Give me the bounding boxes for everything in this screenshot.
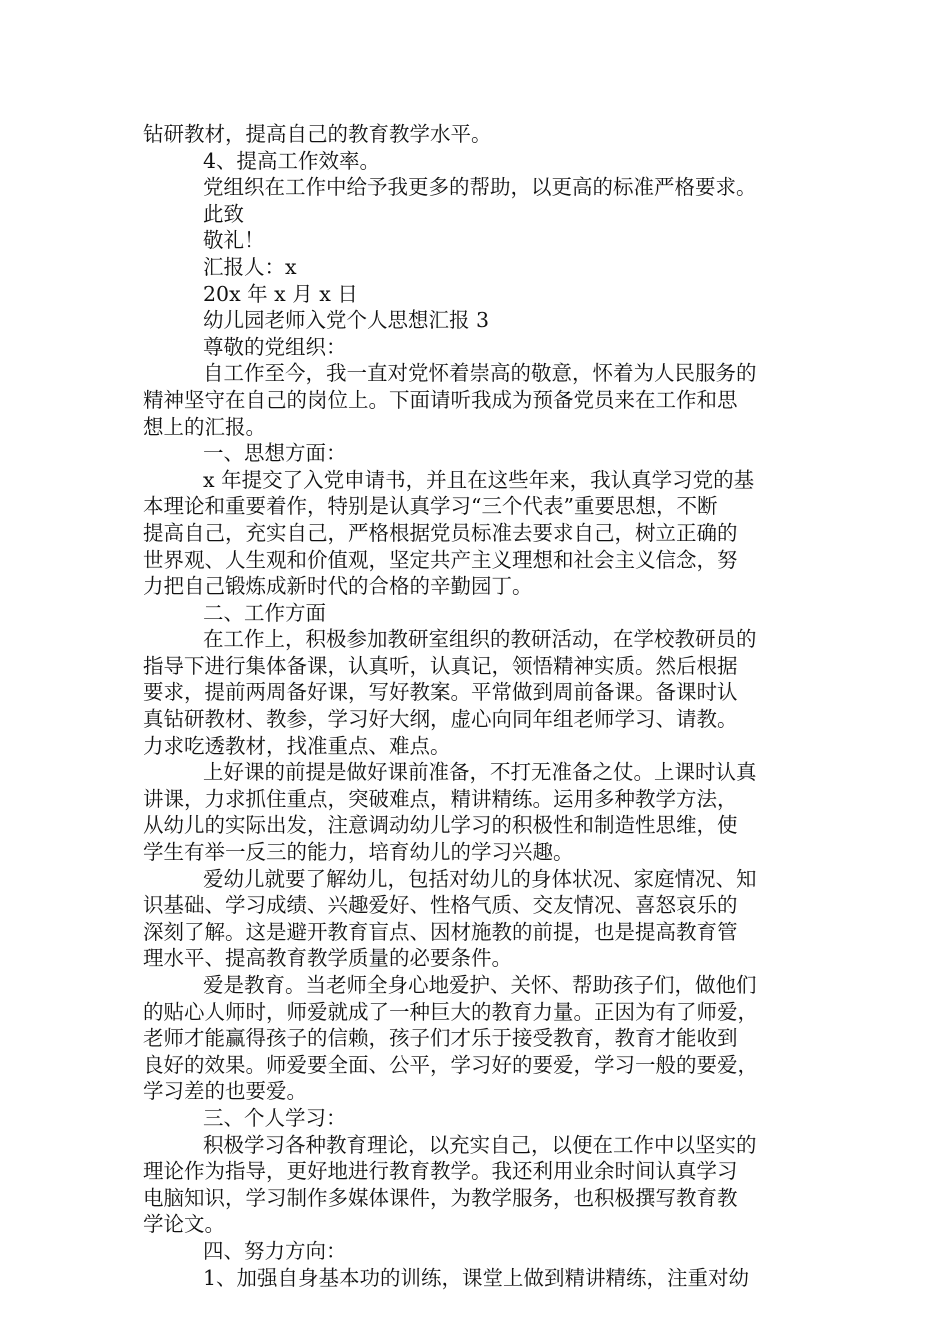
text-line: 想上的汇报。 bbox=[143, 414, 266, 439]
text-line: 识基础、学习成绩、兴趣爱好、性格气质、交友情况、喜怒哀乐的 bbox=[143, 893, 738, 918]
text-line: 力求吃透教材，找准重点、难点。 bbox=[143, 733, 451, 758]
text-line: x 年提交了入党申请书，并且在这些年来，我认真学习党的基 bbox=[203, 467, 755, 492]
text-line: 学论文。 bbox=[143, 1212, 225, 1237]
text-line: 一、思想方面： bbox=[203, 441, 347, 466]
text-line: 尊敬的党组织： bbox=[203, 334, 347, 359]
text-line: 的贴心人师时，师爱就成了一种巨大的教育力量。正因为有了师爱， bbox=[143, 999, 758, 1024]
text-line: 力把自己锻炼成新时代的合格的辛勤园丁。 bbox=[143, 574, 533, 599]
text-line: 党组织在工作中给予我更多的帮助，以更高的标准严格要求。 bbox=[203, 175, 757, 200]
text-line: 此致 bbox=[203, 201, 244, 226]
text-line: 本理论和重要着作，特别是认真学习“三个代表”重要思想，不断 bbox=[143, 494, 718, 519]
text-line: 精神坚守在自己的岗位上。下面请听我成为预备党员来在工作和思 bbox=[143, 387, 738, 412]
text-line: 自工作至今，我一直对党怀着崇高的敬意，怀着为人民服务的 bbox=[203, 361, 757, 386]
text-line: 从幼儿的实际出发，注意调动幼儿学习的积极性和制造性思维，使 bbox=[143, 813, 738, 838]
text-line: 上好课的前提是做好课前准备，不打无准备之仗。上课时认真 bbox=[203, 760, 757, 785]
text-line: 世界观、人生观和价值观，坚定共产主义理想和社会主义信念，努 bbox=[143, 547, 738, 572]
text-line: 20x 年 x 月 x 日 bbox=[203, 281, 358, 306]
text-line: 钻研教材，提高自己的教育教学水平。 bbox=[143, 122, 492, 146]
text-line: 四、努力方向： bbox=[203, 1238, 347, 1263]
text-line: 汇报人：x bbox=[203, 254, 297, 279]
text-line: 理水平、提高教育教学质量的必要条件。 bbox=[143, 946, 512, 971]
text-line: 敬礼！ bbox=[203, 228, 265, 253]
text-line: 理论作为指导，更好地进行教育教学。我还利用业余时间认真学习 bbox=[143, 1159, 738, 1184]
text-line: 4、提高工作效率。 bbox=[203, 148, 381, 173]
text-line: 幼儿园老师入党个人思想汇报 3 bbox=[203, 308, 490, 333]
text-line: 良好的效果。师爱要全面、公平，学习好的要爱，学习一般的要爱， bbox=[143, 1052, 758, 1077]
text-line: 爱幼儿就要了解幼儿，包括对幼儿的身体状况、家庭情况、知 bbox=[203, 866, 757, 891]
text-line: 真钻研教材、教参，学习好大纲，虚心向同年组老师学习、请教。 bbox=[143, 707, 738, 732]
text-line: 电脑知识，学习制作多媒体课件，为教学服务，也积极撰写教育教 bbox=[143, 1185, 738, 1210]
text-line: 指导下进行集体备课，认真听，认真记，领悟精神实质。然后根据 bbox=[143, 653, 738, 678]
document-body bbox=[143, 121, 833, 1291]
text-line: 讲课，力求抓住重点，突破难点，精讲精练。运用多种教学方法， bbox=[143, 786, 738, 811]
text-line: 在工作上，积极参加教研室组织的教研活动，在学校教研员的 bbox=[203, 627, 757, 652]
text-line: 深刻了解。这是避开教育盲点、因材施教的前提，也是提高教育管 bbox=[143, 919, 738, 944]
text-line: 三、个人学习： bbox=[203, 1105, 347, 1130]
text-line: 要求，提前两周备好课，写好教案。平常做到周前备课。备课时认 bbox=[143, 680, 738, 705]
text-line: 1、加强自身基本功的训练，课堂上做到精讲精练，注重对幼 bbox=[203, 1265, 750, 1290]
text-line: 爱是教育。当老师全身心地爱护、关怀、帮助孩子们，做他们 bbox=[203, 973, 757, 997]
text-line: 学习差的也要爱。 bbox=[143, 1079, 307, 1104]
text-line: 老师才能赢得孩子的信赖，孩子们才乐于接受教育，教育才能收到 bbox=[143, 1026, 738, 1051]
text-line: 二、工作方面 bbox=[203, 600, 326, 625]
text-line: 提高自己，充实自己，严格根据党员标准去要求自己，树立正确的 bbox=[143, 520, 738, 545]
text-line: 积极学习各种教育理论，以充实自己，以便在工作中以坚实的 bbox=[203, 1132, 757, 1157]
text-line: 学生有举一反三的能力，培育幼儿的学习兴趣。 bbox=[143, 840, 574, 865]
